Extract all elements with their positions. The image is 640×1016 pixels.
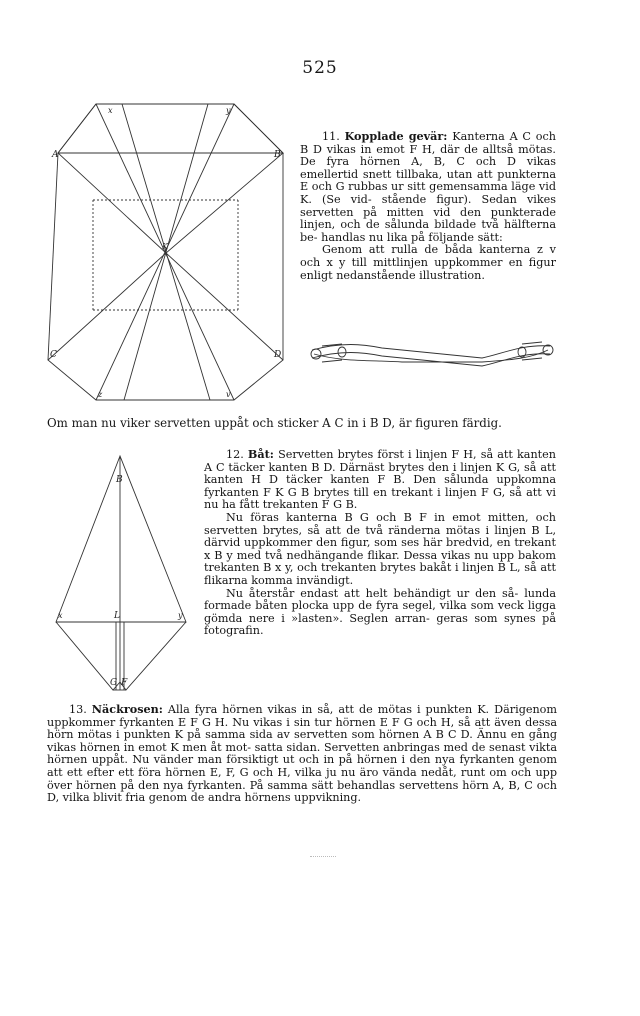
section-12-title: Båt: <box>247 447 274 461</box>
fig2-label-f: F <box>121 678 128 688</box>
fig1-label-b: B <box>274 150 281 160</box>
fig1-line-left-edge <box>48 153 58 360</box>
page-number: 525 <box>302 58 338 78</box>
fig1-outline <box>48 104 283 400</box>
fig1-label-x: x <box>108 106 113 115</box>
fig2-label-l: L <box>114 611 120 621</box>
fig1-diag-4 <box>124 104 208 400</box>
section-11-text: 11. Kopplade gevär: Kanterna A C och B D vikas in emot F H, där de alltså mötas. De fyra hörnen A, B, C och D vikas emellertid snett tillbaka, utan att punkterna E och G rubbas ur sitt gemensamma läge vid K. (Se vid- stående figur). Sedan vikes servetten på mitten vid den punkterade linjen, och de sålunda bildade två hälfterna be- handlas nu lika på följande sätt: Genom att rulla de båda kanterna z v och x y till mittlinjen uppkommer en figur enligt nedanstående illustration. <box>300 129 557 282</box>
figure-rolled-napkin <box>302 332 560 382</box>
section-13-number: 13. <box>69 703 87 716</box>
section-13-title: Näckrosen: <box>91 702 163 716</box>
fig2-label-b: B <box>116 475 123 485</box>
fig2-label-y: y <box>178 611 183 620</box>
section-12-text: 12. Båt: Servetten brytes först i linjen F H, så att kanten A C täcker kanten B D. Därnäst brytes den i linjen K G, så att kanten H D täcker kanten F B. Den sålunda uppkomna fyrkanten F K G B brytes till en trekant i linjen F G, så att vi nu ha fått trekanten F G B. Nu föras kanterna B G och B F in emot mitten, och servetten brytes, så att de två ränderna mötas i linjen B L, därvid uppkommer den figur, som ses här bredvid, en trekant x B y med två nedhängande flikar. Dessa vikas nu upp bakom trekanten B x y, och trekanten brytes bakåt i linjen B L, så att flikarna komma invändigt. Nu återstår endast att helt behändigt ur den så- lunda formade båten plocka upp de fyra segel, vilka som veck ligga gömda nere i »lasten». Seglen arran- geras som synes på fotografin. <box>204 447 557 638</box>
section-11-conclusion: Om man nu viker servetten uppåt och sticker A C in i B D, är figuren färdig. <box>47 416 502 430</box>
section-11-para2: Genom att rulla de båda kanterna z v och x y till mittlinjen uppkommer en figur enligt nedanstående illustration. <box>300 243 557 282</box>
figure-kopplade-gevar <box>38 95 298 410</box>
fig1-label-d: D <box>274 350 282 360</box>
section-11-number: 11. <box>322 130 340 143</box>
fig1-label-c: C <box>50 350 57 360</box>
fig2-label-g: G <box>110 678 118 688</box>
section-11-title: Kopplade gevär: <box>344 129 448 143</box>
fig1-label-k: K <box>162 242 168 251</box>
fig1-label-a: A <box>52 150 59 160</box>
section-12-para3: Nu återstår endast att helt behändigt ur den så- lunda formade båten plocka upp de fyra segel, vilka som veck ligga gömda nere i »lasten». Seglen arran- geras som synes på fotografin. <box>204 586 557 638</box>
section-13-text: 13. Näckrosen: Alla fyra hörnen vikas in så, att de mötas i punkten K. Därigenom uppkommer fyrkanten E F G H. Nu vikas i sin tur hörnen E F G och H, så att även dessa hörn mötas i punkten K på samma sida av servetten som hörnen A B C D. Ännu en gång vikas hörnen in emot K men åt mot- satta sidan. Servetten anbringas med de senast vikta hörnen uppåt. Nu vänder man försiktigt ut och in på hörnen i den nya fyrkanten genom att ett efter ett föra hörnen E, F, G och H, vilka ju nu äro vända nedåt, runt om och upp över hörnen på den nya fyrkanten. På samma sätt behandlas servettens hörn A, B, C och D, vilka blivit fria genom de andra hörnens uppvikning. <box>47 702 558 805</box>
figure-bat <box>48 452 198 700</box>
section-12-number: 12. <box>226 448 244 461</box>
fig1-label-y: y <box>226 106 231 115</box>
fig1-label-v: v <box>226 390 231 399</box>
fig1-label-z: z <box>98 390 103 399</box>
fig2-label-x: x <box>58 611 63 620</box>
section-12-para2: Nu föras kanterna B G och B F in emot mitten, och servetten brytes, så att de två ränderna mötas i linjen B L, därvid uppkommer den figur, som ses här bredvid, en trekant x B y med två nedhängande flikar. Dessa vikas nu upp bakom trekanten B x y, och trekanten brytes bakåt i linjen B L, så att flikarna komma invändigt. <box>204 510 557 587</box>
fig1-outline-top <box>58 104 283 153</box>
footer-rule <box>310 856 336 857</box>
